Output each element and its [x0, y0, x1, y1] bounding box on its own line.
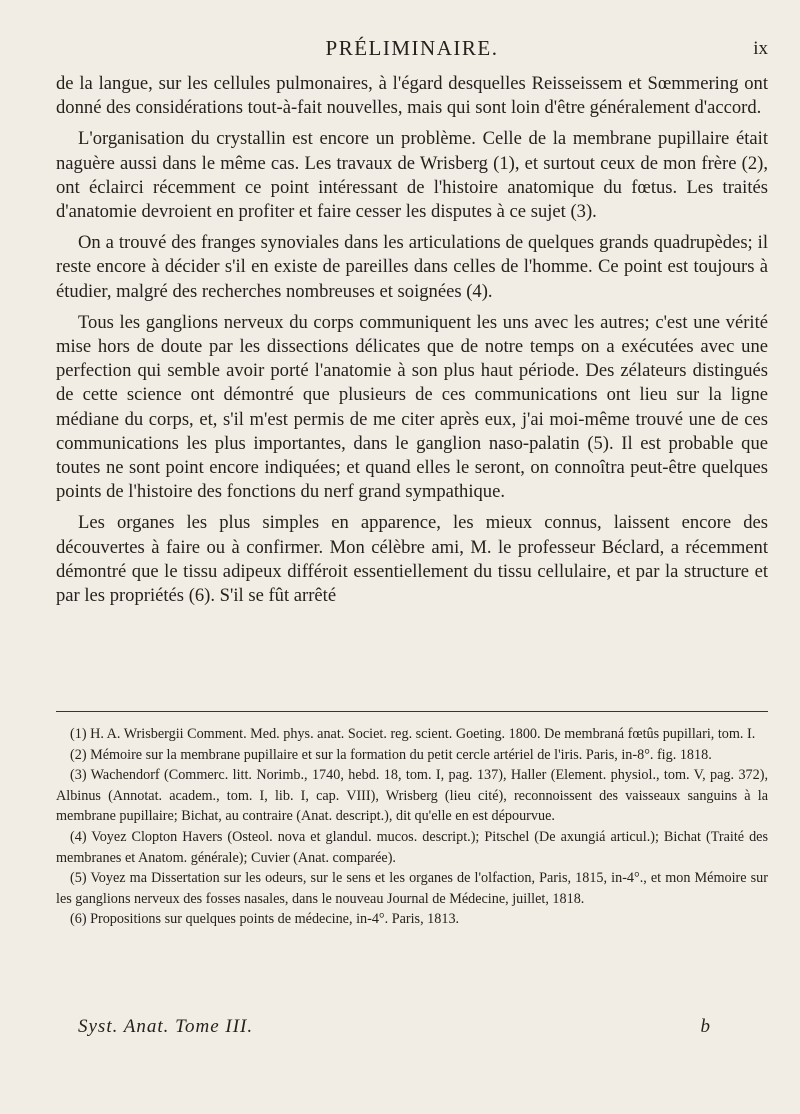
paragraph: de la langue, sur les cellules pulmonaires, à l'égard desquelles Reisseissem et Sœmmering ont donné des considérations tout-à-fait nouvelles, mais qui sont loin d'être généralement d'accord.: [56, 73, 768, 119]
signature-mark: b: [700, 1016, 710, 1037]
paragraph: Tous les ganglions nerveux du corps communiquent les uns avec les autres; c'est une vérité mise hors de doute par les dissections délicates que de notre temps on a exécutées avec une perfection qui semble avoir porté l'anatomie à son plus haut période. Des zélateurs distingués de cette science ont démontré que plusieurs de ces communications ont lieu sur la ligne médiane du corps, et, s'il m'est permis de me citer après eux, j'ai moi-même trouvé une de ces communications les plus importantes, dans le ganglion naso-palatin (5). Il est probable que toutes ne sont point encore indiquées; et quand elles le seront, on connoîtra peut-être quelques points de l'histoire des fonctions du nerf grand sympathique.: [56, 311, 768, 503]
paragraph: Les organes les plus simples en apparence, les mieux connus, laissent encore des découvertes à faire ou à confirmer. Mon célèbre ami, M. le professeur Béclard, a récemment démontré que le tissu adipeux différoit essentiellement du tissu cellulaire, et par la structure et par les propriétés (6). S'il se fût arrêté: [56, 512, 768, 607]
footnote: (3) Wachendorf (Commerc. litt. Norimb., 1740, hebd. 18, tom. I, pag. 137), Haller (Element. physiol., tom. V, pag. 372), Albinus (Annotat. academ., tom. I, lib. I, cap. VIII), Wrisberg (lieu cité), reconnoissent des vaisseaux sanguins à la membrane pupillaire; Bichat, au contraire (Anat. descript.), dit qu'elle en est dépourvue.: [56, 767, 768, 825]
running-title: PRÉLIMINAIRE.: [325, 36, 499, 60]
footnotes: [56, 724, 768, 930]
signature-line: Syst. Anat. Tome III.: [78, 1016, 254, 1037]
footnote: (5) Voyez ma Dissertation sur les odeurs, sur le sens et les organes de l'olfaction, Paris, 1815, in-4°., et mon Mémoire sur les ganglions nerveux des fosses nasales, dans le nouveau Journal de Médecine, juillet, 1818.: [56, 870, 768, 907]
footnote-divider: [56, 711, 768, 712]
footnote: (4) Voyez Clopton Havers (Osteol. nova et glandul. mucos. descript.); Pitschel (De axungiá articul.); Bichat (Traité des membranes et Anatom. générale); Cuvier (Anat. comparée).: [56, 828, 768, 866]
footnote: (1) H. A. Wrisbergii Comment. Med. phys. anat. Societ. reg. scient. Goeting. 1800. De membraná fœtûs pupillari, tom. I.: [70, 726, 756, 742]
page-footer: [56, 1016, 768, 1042]
main-text: [56, 72, 768, 615]
paragraph: On a trouvé des franges synoviales dans les articulations de quelques grands quadrupèdes; il reste encore à décider s'il en existe de pareilles dans celles de l'homme. Ce point est toujours à étudier, malgré des recherches nombreuses et soignées (4).: [56, 232, 768, 302]
page-number: ix: [753, 38, 768, 59]
page-header: [56, 32, 768, 62]
paragraph: L'organisation du crystallin est encore un problème. Celle de la membrane pupillaire était naguère aussi dans le même cas. Les travaux de Wrisberg (1), et surtout ceux de mon frère (2), ont éclairci récemment ce point intéressant de l'histoire anatomique du fœtus. Les traités d'anatomie devroient en profiter et faire cesser les disputes à ce sujet (3).: [56, 128, 768, 223]
footnote: (6) Propositions sur quelques points de médecine, in-4°. Paris, 1813.: [70, 911, 460, 928]
footnote: (2) Mémoire sur la membrane pupillaire et sur la formation du petit cercle artériel de l'iris. Paris, in-8°. fig. 1818.: [70, 746, 712, 763]
